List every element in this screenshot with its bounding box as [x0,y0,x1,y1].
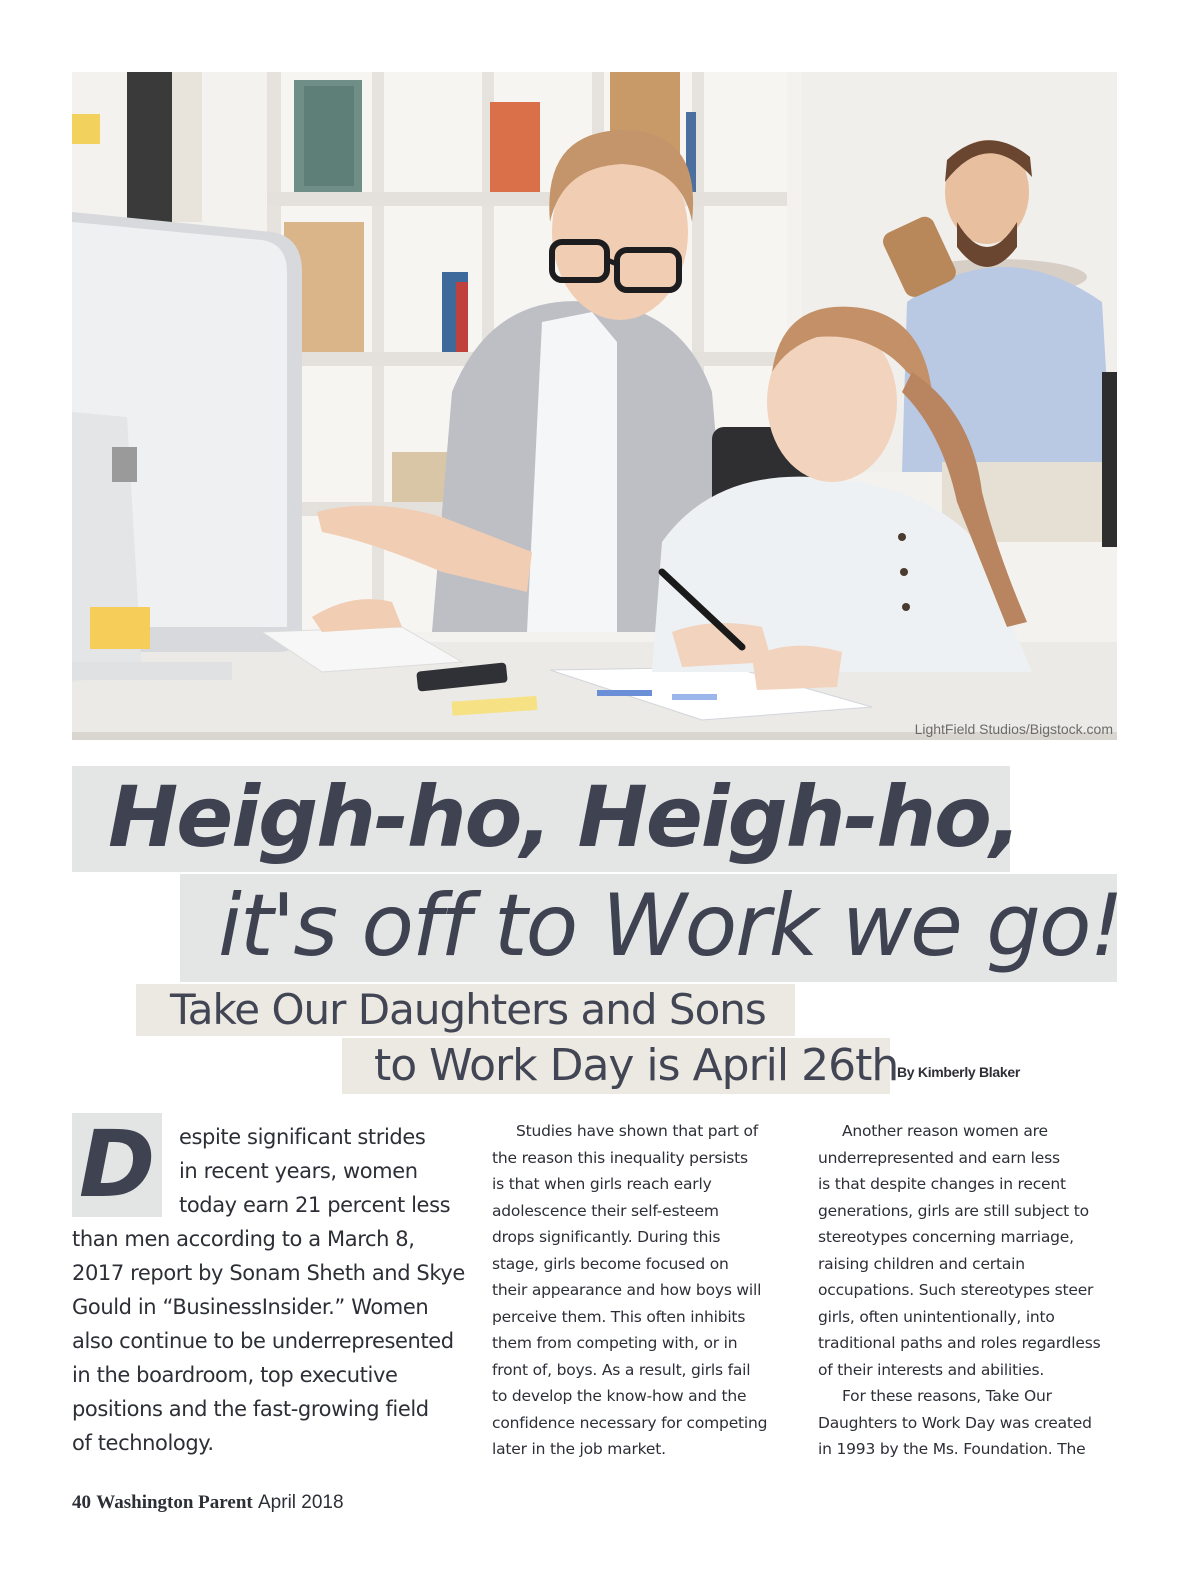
page-footer [72,1492,344,1514]
text-line: Another reason women are [842,1122,1048,1140]
photo-credit: LightField Studios/Bigstock.com [914,721,1113,737]
text-line: positions and the fast-growing field [72,1397,429,1421]
text-line: occupations. Such stereotypes steer [818,1281,1094,1299]
issue-date: April 2018 [258,1492,344,1513]
column-1 [72,1120,468,1460]
text-line: generations, girls are still subject to [818,1201,1089,1220]
text-line: their appearance and how boys will [492,1281,762,1299]
text-line: adolescence their self-esteem [492,1201,719,1220]
text-line: of technology. [72,1431,214,1455]
text-line: drops significantly. During this [492,1228,721,1246]
column-3 [818,1118,1116,1463]
text-line: of their interests and abilities. [818,1360,1045,1379]
article-photo [72,72,1117,740]
text-line: traditional paths and roles regardless [818,1334,1101,1352]
text-line: Daughters to Work Day was created [818,1413,1092,1432]
text-line: front of, boys. As a result, girls fail [492,1360,751,1379]
text-line: today earn 21 percent less [179,1193,451,1217]
photo-illustration [72,72,1117,740]
text-line: confidence necessary for competing [492,1413,768,1432]
text-line: underrepresented and earn less [818,1148,1060,1167]
text-line: also continue to be underrepresented [72,1329,454,1353]
headline-line-2: it's off to Work we go! [218,876,1122,976]
subhead-line-1: Take Our Daughters and Sons [170,985,766,1034]
text-line: the reason this inequality persists [492,1148,748,1167]
text-line: is that despite changes in recent [818,1175,1066,1193]
text-line: perceive them. This often inhibits [492,1307,746,1326]
drop-cap: D [72,1113,162,1217]
text-line: For these reasons, Take Our [842,1387,1052,1405]
text-line: to develop the know-how and the [492,1387,747,1405]
text-line: than men according to a March 8, [72,1227,415,1251]
text-line: Gould in “BusinessInsider.” Women [72,1295,429,1319]
text-line: stage, girls become focused on [492,1254,729,1273]
text-line: them from competing with, or in [492,1334,738,1352]
text-line: in 1993 by the Ms. Foundation. The [818,1440,1086,1458]
text-line: espite significant strides [179,1125,426,1149]
publication-name: Washington Parent [96,1492,253,1513]
text-line: in recent years, women [179,1159,418,1183]
text-line: Studies have shown that part of [516,1122,759,1140]
text-line: later in the job market. [492,1440,666,1458]
text-line: stereotypes concerning marriage, [818,1228,1074,1246]
text-line: raising children and certain [818,1254,1025,1273]
lead-paragraph [72,1120,468,1460]
text-line: girls, often unintentionally, into [818,1307,1055,1326]
column-2 [492,1118,797,1463]
text-line: 2017 report by Sonam Sheth and Skye [72,1261,465,1285]
subhead-line-2: to Work Day is April 26th [374,1040,899,1091]
text-line: in the boardroom, top executive [72,1363,398,1387]
text-line: is that when girls reach early [492,1175,712,1193]
headline-line-1: Heigh-ho, Heigh-ho, [108,768,1020,866]
page-number: 40 [72,1492,91,1513]
byline: By Kimberly Blaker [897,1064,1020,1080]
